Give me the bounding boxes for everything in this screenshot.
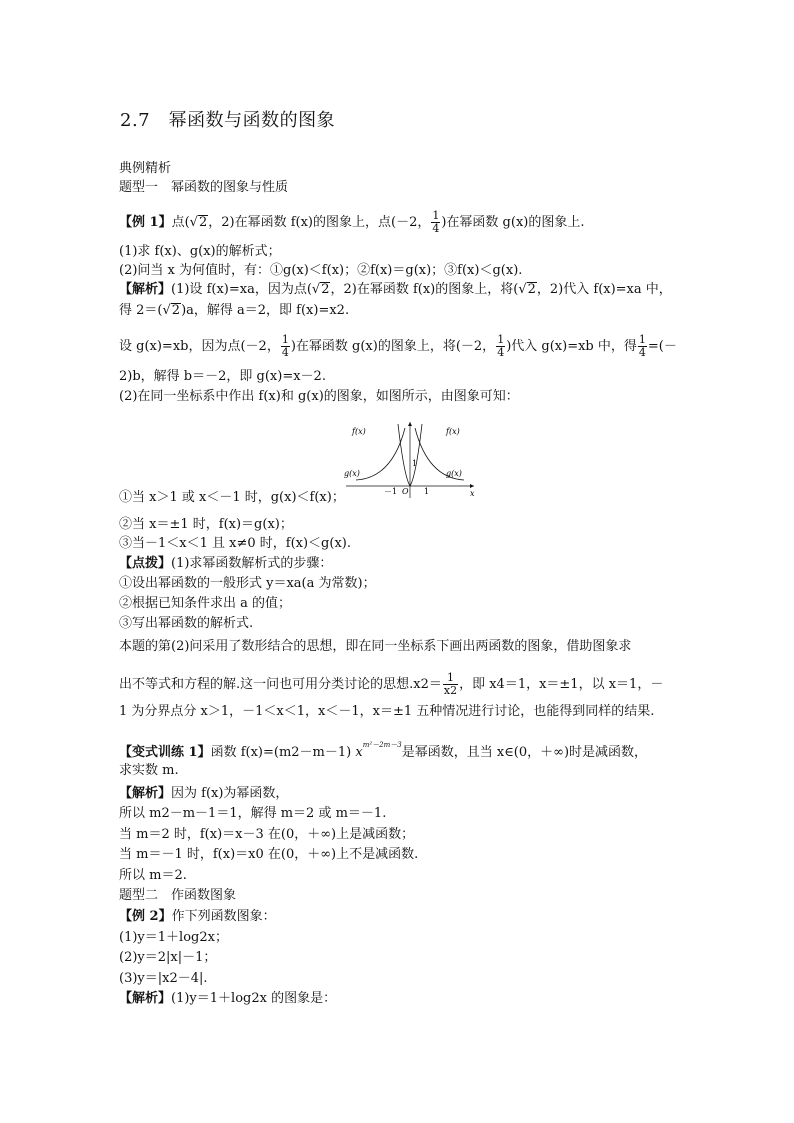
solution-2-line-5: 所以 m＝2. (119, 868, 187, 883)
x-tick-1: 1 (424, 487, 430, 496)
conclusion-2: ②当 x＝±1 时，f(x)＝g(x)； (119, 517, 293, 532)
tip-paragraph-3: 1 为分界点分 x＞1，－1＜x＜1，x＜－1，x＝±1 五种情况进行讨论，也能得到同样的结果. (119, 704, 655, 719)
conclusion-3: ③当－1＜x＜1 且 x≠0 时，f(x)＜g(x). (119, 536, 351, 551)
g-label-left: g(x) (344, 469, 360, 478)
tip-heading: 【点拨】(1)求幂函数解析式的步骤： (119, 556, 333, 571)
x-axis-arrow (470, 484, 474, 488)
example-1-tag: 【例 1】 (119, 215, 172, 230)
exercise-1-line-2: 求实数 m. (119, 763, 179, 778)
solution-1-line-3: 设 g(x)=xb，因为点(－2， $\frac{1}{4}$ )在幂函数 g(x)的图象上，将(－2， $\frac{1}{4}$ )代入 g(x)=xb 中，得 $\frac{1}{4}$ =(－ (119, 333, 677, 359)
y-tick-1: 1 (412, 459, 418, 468)
g-label-right: g(x) (446, 469, 462, 478)
x-tick-neg1: －1 (384, 487, 398, 496)
solution-2-line-4: 当 m＝－1 时，f(x)＝x0 在(0，＋∞)上不是减函数. (119, 847, 419, 862)
type-heading-1: 题型一 幂函数的图象与性质 (119, 180, 289, 195)
page-title: 2.7 幂函数与函数的图象 (120, 110, 336, 131)
solution-1-line-4: 2)b，解得 b＝－2，即 g(x)=x－2. (119, 369, 326, 384)
example-2-item-3: (3)y＝|x2－4|. (119, 971, 208, 986)
exercise-1: 【变式训练 1】函数 f(x)=(m2－m－1) $x^{m^2-2m-3}$是幂函数，且当 x∈(0，＋∞)时是减函数， (119, 741, 648, 760)
tip-step-1: ①设出幂函数的一般形式 y＝xa(a 为常数)； (119, 576, 376, 591)
question-1: (1)求 f(x)、g(x)的解析式； (119, 244, 281, 259)
tip-step-3: ③写出幂函数的解析式. (119, 616, 254, 631)
tip-paragraph-1: 本题的第(2)问采用了数形结合的思想，即在同一坐标系下画出两函数的图象，借助图象求 (119, 639, 632, 654)
f-label-right: f(x) (446, 427, 460, 436)
solution-3: 【解析】(1)y＝1＋log2x 的图象是： (119, 991, 337, 1006)
example-2: 【例 2】作下列函数图象： (119, 909, 276, 924)
y-axis-arrow (408, 422, 412, 426)
solution-2-line-1: 【解析】因为 f(x)为幂函数， (119, 786, 289, 801)
example-2-item-1: (1)y＝1＋log2x； (119, 930, 228, 945)
example-1: 【例 1】点(√2，2)在幂函数 f(x)的图象上，点(－2， $\frac{1}{4}$ )在幂函数 g(x)的图象上. (119, 209, 585, 235)
solution-1-line-5: (2)在同一坐标系中作出 f(x)和 g(x)的图象，如图所示，由图象可知： (119, 389, 519, 404)
origin-label: O (402, 487, 409, 496)
solution-1-line-1: 【解析】(1)设 f(x)=xa，因为点(√2，2)在幂函数 f(x)的图象上，将(√2，2)代入 f(x)=xa 中， (119, 282, 672, 297)
tip-step-2: ②根据已知条件求出 a 的值； (119, 596, 292, 611)
solution-1-line-2: 得 2＝(√2)a，解得 a＝2，即 f(x)=x2. (119, 303, 350, 318)
solution-2-line-2: 所以 m2－m－1＝1，解得 m＝2 或 m＝－1. (119, 806, 387, 821)
question-2: (2)问当 x 为何值时，有：①g(x)＜f(x)；②f(x)＝g(x)；③f(x)＜g(x). (119, 263, 523, 278)
conclusion-1: ①当 x＞1 或 x＜－1 时，g(x)＜f(x)； (119, 490, 345, 505)
f-label-left: f(x) (352, 427, 366, 436)
function-graph (340, 420, 480, 500)
section-heading: 典例精析 (119, 161, 172, 176)
type-heading-2: 题型二 作函数图象 (119, 888, 237, 903)
tip-paragraph-2: 出不等式和方程的解.这一问也可用分类讨论的思想.x2＝ $\frac{1}{x2}$ ，即 x4＝1，x＝±1，以 x＝1，－ (119, 671, 664, 697)
example-2-item-2: (2)y＝2|x|－1； (119, 950, 217, 965)
fraction: $\frac{1}{4}$ (432, 209, 440, 235)
x-axis-label: x (470, 489, 475, 498)
solution-2-line-3: 当 m＝2 时，f(x)＝x－3 在(0，＋∞)上是减函数； (119, 827, 415, 842)
